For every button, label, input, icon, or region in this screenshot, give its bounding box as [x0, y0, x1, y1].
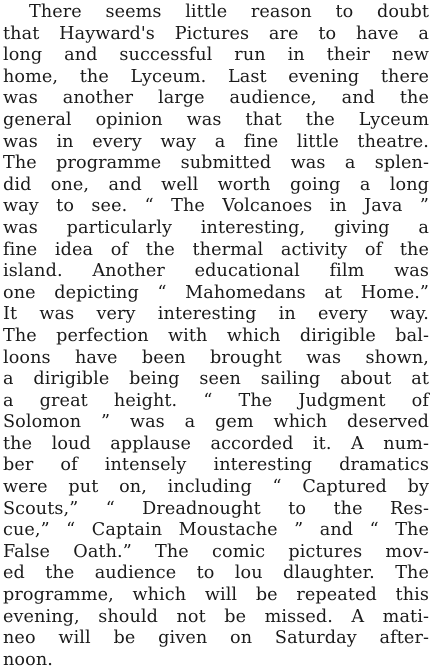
article-line: False Oath.” The comic pictures mov-: [3, 541, 429, 562]
article-line: It was very interesting in every way.: [3, 304, 429, 325]
article-line: way to see. “ The Volcanoes in Java ”: [3, 196, 429, 217]
article-line: a great height. “ The Judgment of: [3, 390, 429, 411]
article-line: were put on, including “ Captured by: [3, 477, 429, 498]
article-line: a dirigible being seen sailing about at: [3, 369, 429, 390]
article-line: ed the audience to lou dlaughter. The: [3, 563, 429, 584]
article-line: programme, which will be repeated this: [3, 585, 429, 606]
article-line: long and successful run in their new: [3, 45, 429, 66]
article-line: neo will be given on Saturday after-: [3, 628, 429, 649]
article-line: ber of intensely interesting dramatics: [3, 455, 429, 476]
article-line: The perfection with which dirigible bal-: [3, 325, 429, 346]
article-line: that Hayward's Pictures are to have a: [3, 23, 429, 44]
article-line: the loud applause accorded it. A num-: [3, 433, 429, 454]
article-line: one depicting “ Mahomedans at Home.”: [3, 282, 429, 303]
article-line: was another large audience, and the: [3, 88, 429, 109]
article-line: island. Another educational film was: [3, 261, 429, 282]
article-line: loons have been brought was shown,: [3, 347, 429, 368]
article-line: Scouts,” “ Dreadnought to the Res-: [3, 498, 429, 519]
article-line: noon.: [3, 649, 53, 670]
article-body: [3, 2, 429, 671]
article-line: fine idea of the thermal activity of the: [3, 239, 429, 260]
article-line: cue,” “ Captain Moustache ” and “ The: [3, 520, 429, 541]
article-line: The programme submitted was a splen-: [3, 153, 429, 174]
article-line: Solomon ” was a gem which deserved: [3, 412, 429, 433]
article-line: was particularly interesting, giving a: [3, 217, 429, 238]
article-line: did one, and well worth going a long: [3, 174, 429, 195]
article-line: There seems little reason to doubt: [29, 2, 429, 22]
article-line: was in every way a fine little theatre.: [3, 131, 429, 152]
article-line: evening, should not be missed. A mati-: [3, 606, 429, 627]
article-line: general opinion was that the Lyceum: [3, 109, 429, 130]
article-line: home, the Lyceum. Last evening there: [3, 66, 429, 87]
